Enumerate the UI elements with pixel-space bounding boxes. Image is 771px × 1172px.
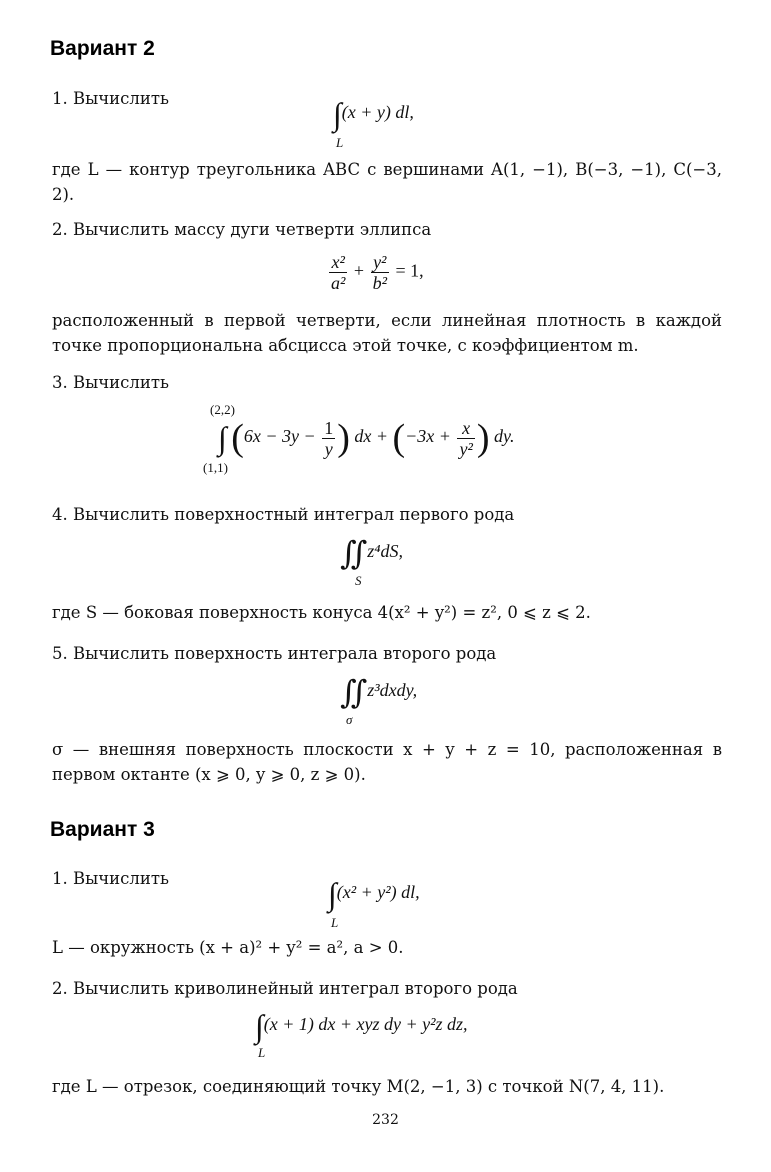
right-paren: ) bbox=[476, 417, 490, 459]
integrand: (x² + y²) dl, bbox=[336, 882, 420, 903]
v3-problem-1-intro: 1. Вычислить bbox=[52, 869, 169, 888]
denominator: y bbox=[324, 438, 333, 459]
page-number: 232 bbox=[372, 1112, 399, 1128]
v2-problem-4-text: где S — боковая поверхность конуса 4(x² + y²) = z², 0 ⩽ z ⩽ 2. bbox=[52, 603, 591, 622]
v2-problem-3-intro: 3. Вычислить bbox=[52, 373, 169, 392]
v2-problem-3-formula bbox=[218, 416, 515, 460]
integral-sign: ∫ bbox=[218, 420, 227, 456]
numerator: 1 bbox=[324, 417, 334, 438]
v2-problem-5-formula bbox=[340, 676, 417, 708]
v2-problem-2-intro: 2. Вычислить массу дуги четверти эллипса bbox=[52, 220, 432, 239]
numerator: x² bbox=[329, 252, 347, 273]
numerator: x bbox=[457, 418, 474, 439]
term-b: −3x + bbox=[405, 426, 451, 447]
v3-problem-2-intro: 2. Вычислить криволинейный интеграл второго рода bbox=[52, 979, 518, 998]
integrand: (x + 1) dx + xyz dy + y²z dz, bbox=[263, 1014, 468, 1035]
fraction-x bbox=[329, 252, 347, 293]
fraction-y bbox=[371, 252, 389, 293]
integrand: z⁴dS, bbox=[367, 541, 404, 562]
v2-problem-2-formula bbox=[327, 252, 424, 293]
double-integral-sign: ∬ bbox=[340, 535, 368, 571]
left-paren: ( bbox=[231, 417, 244, 459]
v3-problem-2-text: где L — отрезок, соединяющий точку M(2, −1, 3) с точкой N(7, 4, 11). bbox=[52, 1077, 665, 1096]
v2-problem-5-text: σ — внешняя поверхность плоскости x + y + z = 10, расположенная в первом октанте (x ⩾ 0, y ⩾ 0, z ⩾ 0). bbox=[52, 740, 722, 784]
v3-problem-2-formula bbox=[255, 1010, 468, 1042]
v3-problem-1-formula bbox=[328, 878, 420, 910]
v2-problem-1-lower-limit: L bbox=[336, 135, 344, 150]
integrand: (x + y) dl, bbox=[341, 102, 414, 123]
v3-problem-1-lower-limit: L bbox=[331, 915, 339, 930]
integral-sign: ∫ bbox=[255, 1008, 264, 1044]
v2-problem-1-formula bbox=[333, 98, 414, 130]
double-integral-sign: ∬ bbox=[340, 674, 368, 710]
equation-rhs: = 1, bbox=[395, 260, 424, 281]
integrand: z³dxdy, bbox=[367, 680, 418, 701]
denominator: y² bbox=[459, 438, 473, 459]
fraction-1-over-y bbox=[322, 418, 335, 459]
denominator: a² bbox=[331, 273, 346, 293]
variant-2-heading: Вариант 2 bbox=[50, 37, 155, 60]
variant-3-heading: Вариант 3 bbox=[50, 818, 155, 841]
plus-sign: + bbox=[353, 260, 365, 281]
integral-sign: ∫ bbox=[328, 876, 337, 912]
term-a: 6x − 3y − bbox=[243, 426, 316, 447]
v2-problem-1-text: где L — контур треугольника ABC с вершинами A(1, −1), B(−3, −1), C(−3, 2). bbox=[52, 160, 722, 204]
v2-problem-3-upper-limit: (2,2) bbox=[210, 402, 235, 417]
v2-problem-5-intro: 5. Вычислить поверхность интеграла второго рода bbox=[52, 644, 497, 663]
v2-problem-4-lower-limit: S bbox=[355, 573, 362, 588]
v2-problem-4-formula bbox=[340, 537, 403, 569]
v3-problem-1-text: L — окружность (x + a)² + y² = a², a > 0. bbox=[52, 938, 404, 957]
v2-problem-2-text: расположенный в первой четверти, если линейная плотность в каждой точке пропорциональна абсцисса этой точке, с коэффициентом m. bbox=[52, 311, 722, 355]
fraction-x-over-y2 bbox=[457, 418, 474, 459]
dy-end: dy. bbox=[494, 426, 515, 447]
v3-problem-2-lower-limit: L bbox=[258, 1045, 266, 1060]
v2-problem-5-lower-limit: σ bbox=[346, 712, 353, 727]
integral-sign: ∫ bbox=[333, 96, 342, 132]
right-paren: ) bbox=[337, 417, 350, 459]
v2-problem-1-intro: 1. Вычислить bbox=[52, 89, 169, 108]
numerator: y² bbox=[371, 252, 389, 273]
dx-plus: dx + bbox=[354, 426, 388, 447]
v2-problem-3-lower-limit: (1,1) bbox=[203, 460, 228, 475]
v2-problem-4-intro: 4. Вычислить поверхностный интеграл первого рода bbox=[52, 505, 515, 524]
left-paren: ( bbox=[392, 417, 406, 459]
denominator: b² bbox=[372, 273, 387, 293]
